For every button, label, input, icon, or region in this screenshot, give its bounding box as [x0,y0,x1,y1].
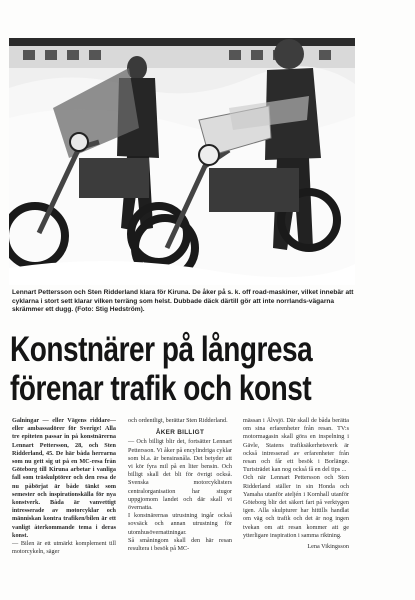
photo-caption: Lennart Pettersson och Sten Ridderland klara för Kiruna. De åker på s. k. off road-maskiner, vilket innebär att cyklarna i stort sett klarar vilken terräng som helst. Dubbade däck därtill gör att inte norrlands-vägarna skrämmer ett dugg. (Foto: Stig Hedström). [12,289,354,314]
paragraph: Så småningom skall den här resan resultera i besök på MC- [128,536,232,553]
subheading: ÅKER BILLIGT [155,429,205,437]
lead-paragraph: Galningar — eller Vägens riddare— eller ambassadörer för Sverige! Alla tre epiteten passar in på konstnärerna Lennart Pettersson, 28, och Sten Ridderland, 45. De här båda herrarna som nu gett sig ut på en MC-resa från Göteborg till Kiruna arbetar i vanliga fall som träskulptörer och den resa de nu påbörjat är både tänkt som semester och inspirationskälla för nya konstverk. Båda är vanvettigt intresserade av motorcyklar och människan kontra trafiken/bilen är ett vanligt återkommande tema i deras konst. [12,417,116,539]
paragraph: mässan i Älvsjö. Där skall de båda berätta om sina erfarenheter från resan. TV:s motormagasin skall göra en inspelning i Gävle, Statens trafiksäkerhetsverk är också intresserad av erfarenheter från resan och får ett besök i Borlänge. Turisträdet kan nog också få en del tips ... [243,417,349,474]
byline: Lena Vikingsson [307,543,349,551]
paragraph: Och när Lennart Pettersson och Sten Ridderland ställer in sin Honda och Yamaha utanför ateljén i Kornhall utanför Göteborg blir det säkert fart på verktygen igen. Alla skulpturer har hittills handlat om väg och trafik och det är nog ingen tvekan om att resan kommer att ge ytterligare inspiration i samma riktning. [243,474,349,539]
paragraph: — Bilen är ett utmärkt komplement till motorcykeln, säger [12,540,116,556]
article-column-1 [12,417,116,556]
paragraph: — Och billigt blir det, fortsätter Lennart Pettersson. Vi åker på encylindriga cyklar som bl.a. är bensinsnåla. Det betyder att vi kör fyra mil på en liter bensin. Och billigt skall det bli för övrigt också. Svenska motorcyklisters centralorganisation har stugor uppgjomom landet och där skall vi övernatta. [128,438,232,512]
photo-motorcycles-in-snow [9,38,355,285]
article-column-3 [243,417,349,551]
article-column-2 [128,417,232,553]
headline-line-1: Konstnärer på långresa [10,330,313,369]
headline-line-2: förenar trafik och konst [10,369,312,408]
paragraph: och ordentligt, berättar Sten Ridderland. [128,417,228,424]
paragraph: I konstnärernas utrustning ingår också sovsäck och annan utrustning för utomhusövernattningar. [128,512,232,536]
